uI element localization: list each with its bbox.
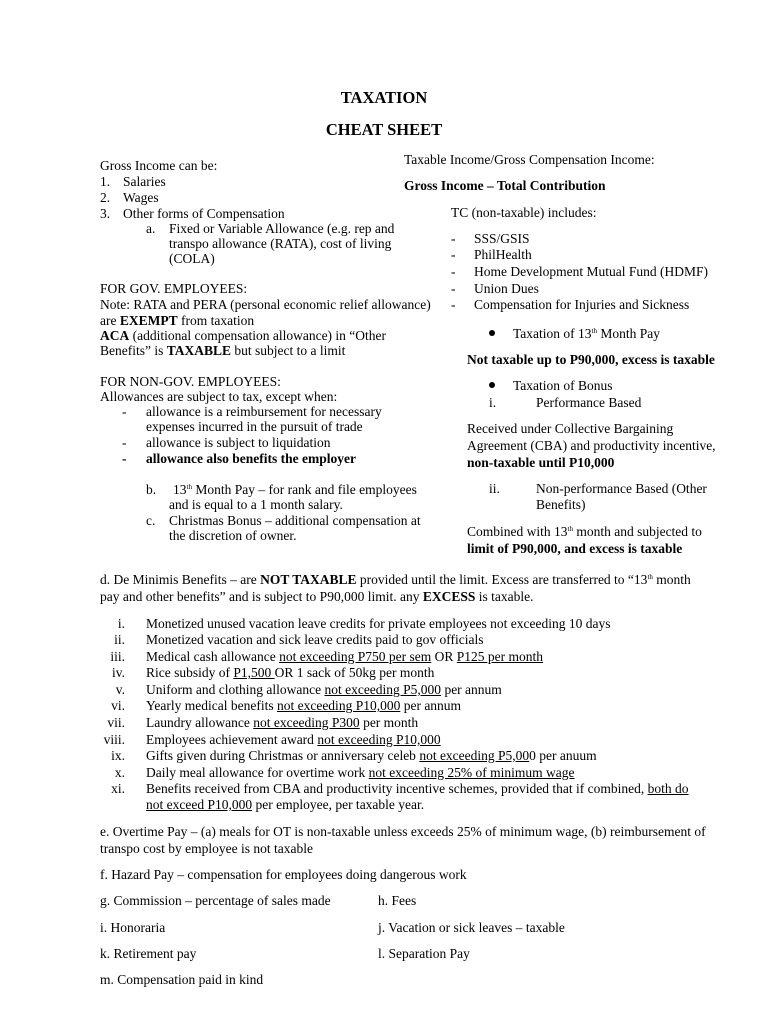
- cba-line: Agreement (CBA) and productivity incentive,: [467, 438, 716, 453]
- aca-line: ACA (additional compensation allowance) in “Other: [100, 328, 387, 343]
- list-item: 1. Salaries: [100, 174, 166, 189]
- thirteenth-heading: Taxation of 13th Month Pay: [513, 326, 661, 341]
- sub-item-b-line: 13th Month Pay – for rank and file employees: [173, 482, 417, 497]
- gov-note-line: Note: RATA and PERA (personal economic relief allowance): [100, 297, 431, 312]
- roman-label: xi.: [111, 781, 125, 796]
- bonus-heading: Taxation of Bonus: [513, 378, 613, 393]
- cba-line: Received under Collective Bargaining: [467, 421, 674, 436]
- bullet-dot: [489, 326, 495, 342]
- exception-item: allowance is subject to liquidation: [146, 435, 331, 450]
- overtime-pay: transpo cost by employee is not taxable: [100, 841, 313, 856]
- list-item: v. Uniform and clothing allowance not exceeding P5,000 per annum: [85, 682, 502, 698]
- tc-item: SSS/GSIS: [474, 231, 530, 246]
- dash-bullet: -: [451, 297, 456, 312]
- roman-label: i.: [489, 395, 497, 410]
- list-item-continued: not exceed P10,000 per employee, per taxable year.: [146, 797, 425, 812]
- tc-item: Compensation for Injuries and Sickness: [474, 297, 690, 312]
- roman-label: viii.: [103, 732, 125, 747]
- vacation-sick-leaves: j. Vacation or sick leaves – taxable: [378, 920, 565, 935]
- gross-income-heading: Gross Income can be:: [100, 158, 218, 173]
- formula: Gross Income – Total Contribution: [404, 178, 606, 193]
- gov-note-line: are EXEMPT from taxation: [100, 313, 255, 328]
- sub-item-c-label: c.: [146, 513, 156, 528]
- list-item: iii. Medical cash allowance not exceeding P750 per sem OR P125 per month: [85, 649, 543, 665]
- roman-label: vii.: [107, 715, 125, 730]
- list-item: vi. Yearly medical benefits not exceeding P10,000 per annum: [85, 698, 461, 714]
- hazard-pay: f. Hazard Pay – compensation for employees doing dangerous work: [100, 867, 467, 882]
- roman-label: x.: [114, 765, 125, 780]
- list-item: ii. Monetized vacation and sick leave credits paid to gov officials: [85, 632, 484, 648]
- exception-item: expenses incurred in the pursuit of trade: [146, 419, 363, 434]
- dash-bullet: -: [451, 247, 456, 262]
- dash-bullet: -: [122, 451, 127, 466]
- page-subtitle: CHEAT SHEET: [325, 120, 443, 139]
- sub-item-a-line: transpo allowance (RATA), cost of living: [169, 236, 392, 251]
- list-item: vii. Laundry allowance not exceeding P300 per month: [85, 715, 418, 731]
- list-item: i. Monetized unused vacation leave credits for private employees not exceeding 10 days: [85, 616, 610, 632]
- list-item: viii. Employees achievement award not exceeding P10,000: [85, 732, 441, 748]
- cba-line: non-taxable until P10,000: [467, 455, 615, 470]
- tc-heading: TC (non-taxable) includes:: [451, 205, 597, 220]
- sub-item-b-label: b.: [146, 482, 157, 497]
- sub-item-a-label: a.: [146, 221, 156, 236]
- list-item: 3. Other forms of Compensation: [100, 206, 285, 221]
- de-minimis-intro: pay and other benefits” and is subject to P90,000 limit. any EXCESS is taxable.: [100, 589, 534, 604]
- nongov-heading: FOR NON-GOV. EMPLOYEES:: [100, 374, 281, 389]
- separation-pay: l. Separation Pay: [378, 946, 470, 961]
- dash-bullet: -: [122, 435, 127, 450]
- exception-item: allowance is a reimbursement for necessary: [146, 404, 382, 419]
- list-item: ix. Gifts given during Christmas or anniversary celeb not exceeding P5,000 per anuum: [85, 748, 597, 764]
- list-item: x. Daily meal allowance for overtime work not exceeding 25% of minimum wage: [85, 765, 575, 781]
- sub-item-c-line: the discretion of owner.: [169, 528, 297, 543]
- dash-bullet: -: [122, 404, 127, 419]
- nongov-line: Allowances are subject to tax, except when:: [100, 389, 338, 404]
- sub-item-a-line: Fixed or Variable Allowance (e.g. rep and: [169, 221, 395, 236]
- dash-bullet: -: [451, 264, 456, 279]
- retirement-pay: k. Retirement pay: [100, 946, 197, 961]
- list-item: iv. Rice subsidy of P1,500 OR 1 sack of 50kg per month: [85, 665, 434, 681]
- gov-heading: FOR GOV. EMPLOYEES:: [100, 281, 248, 296]
- list-item: 2. Wages: [100, 190, 159, 205]
- bonus-type: Non-performance Based (Other: [536, 481, 707, 496]
- taxable-income-heading: Taxable Income/Gross Compensation Income:: [404, 152, 655, 167]
- bonus-type: Performance Based: [536, 395, 642, 410]
- list-item: xi. Benefits received from CBA and productivity incentive schemes, provided that if combined, both do: [85, 781, 689, 797]
- aca-line: Benefits” is TAXABLE but subject to a limit: [100, 343, 346, 358]
- roman-label: i.: [117, 616, 125, 631]
- bullet-dot: [489, 378, 495, 394]
- fees: h. Fees: [378, 893, 417, 908]
- roman-label: v.: [115, 682, 125, 697]
- exception-item: allowance also benefits the employer: [146, 451, 356, 466]
- dash-bullet: -: [451, 281, 456, 296]
- dash-bullet: -: [451, 231, 456, 246]
- sub-item-c-line: Christmas Bonus – additional compensation at: [169, 513, 421, 528]
- sub-item-b-line: and is equal to a 1 month salary.: [169, 497, 343, 512]
- roman-label: iii.: [110, 649, 125, 664]
- roman-label: vi.: [111, 698, 125, 713]
- de-minimis-intro: d. De Minimis Benefits – are NOT TAXABLE provided until the limit. Excess are transferred to “13th month: [100, 572, 691, 587]
- overtime-pay: e. Overtime Pay – (a) meals for OT is non-taxable unless exceeds 25% of minimum wage, (b) reimbursement of: [100, 824, 706, 839]
- roman-label: iv.: [112, 665, 125, 680]
- roman-label: ii.: [489, 481, 500, 496]
- roman-label: ii.: [114, 632, 125, 647]
- compensation-in-kind: m. Compensation paid in kind: [100, 972, 264, 987]
- honoraria: i. Honoraria: [100, 920, 166, 935]
- tc-item: PhilHealth: [474, 247, 532, 262]
- sub-item-a-line: (COLA): [169, 251, 215, 266]
- tc-item: Union Dues: [474, 281, 539, 296]
- thirteenth-rule: Not taxable up to P90,000, excess is taxable: [467, 352, 715, 367]
- page-title: TAXATION: [340, 88, 428, 107]
- tc-item: Home Development Mutual Fund (HDMF): [474, 264, 708, 279]
- commission: g. Commission – percentage of sales made: [100, 893, 331, 908]
- bonus-type: Benefits): [536, 497, 586, 512]
- roman-label: ix.: [111, 748, 125, 763]
- combined-line: limit of P90,000, and excess is taxable: [467, 541, 683, 556]
- combined-line: Combined with 13th month and subjected to: [467, 524, 702, 539]
